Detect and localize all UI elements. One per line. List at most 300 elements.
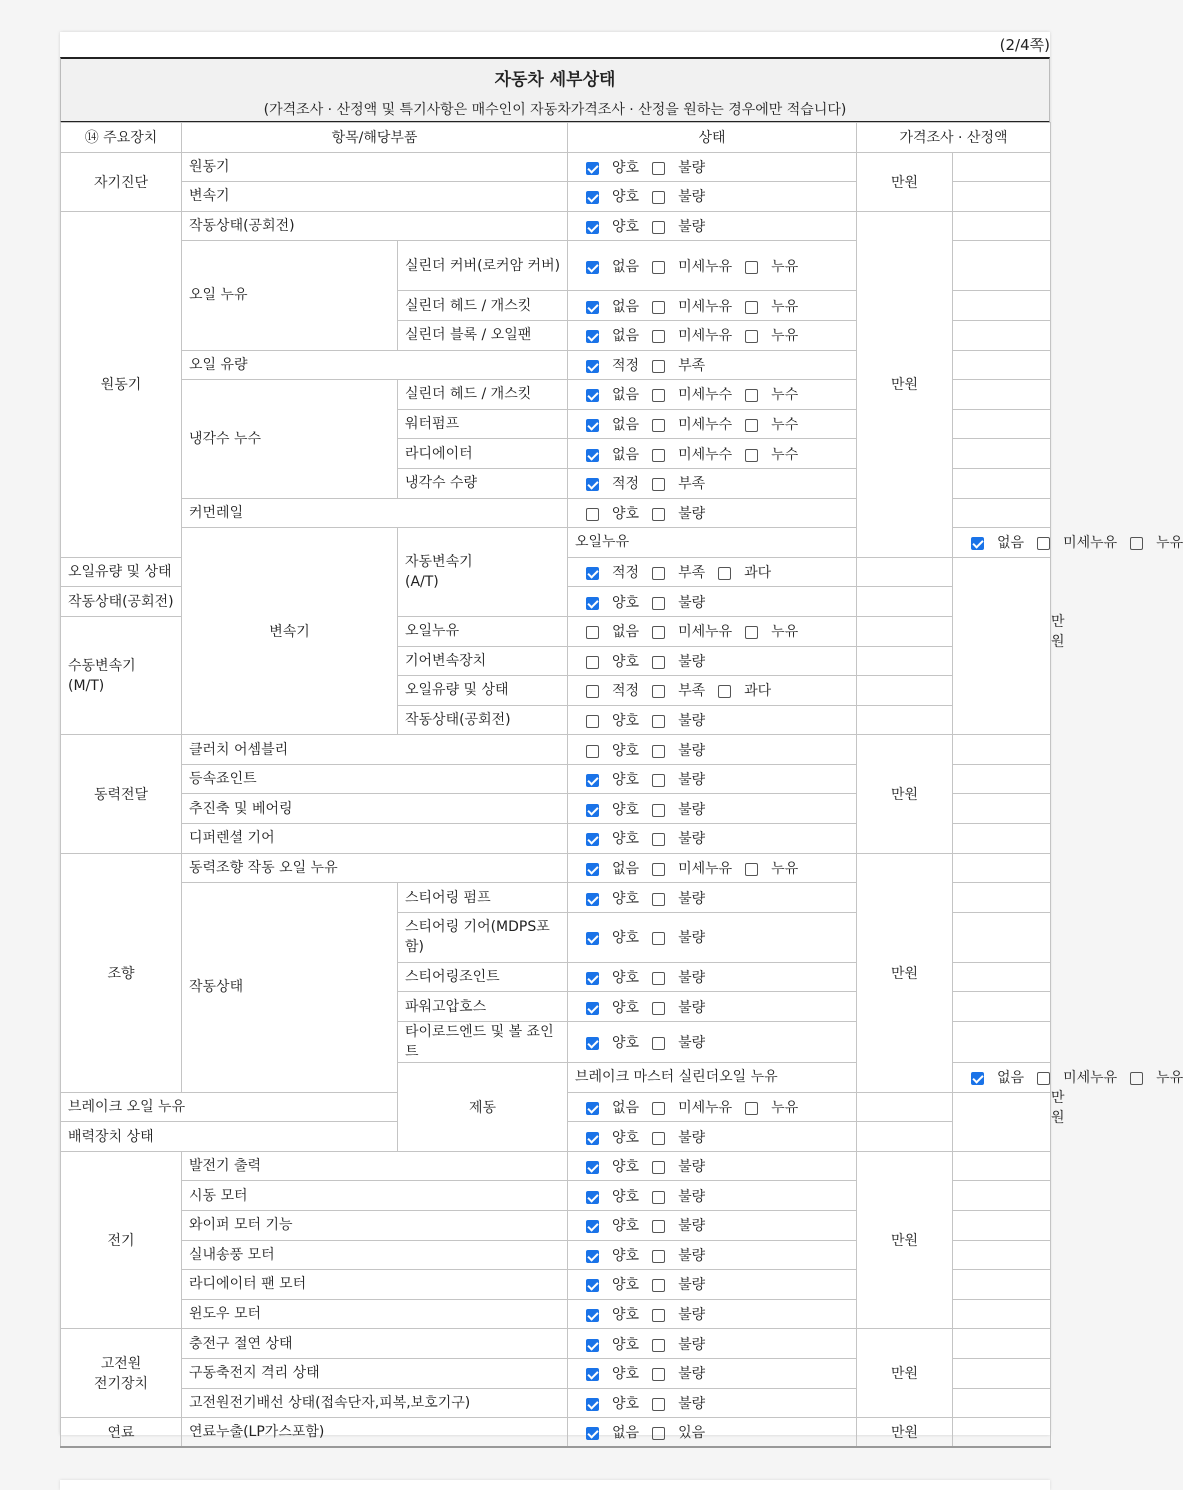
status-options — [568, 1329, 857, 1359]
status-option-label: 불량 — [678, 890, 706, 907]
item-label: 기어변속장치 — [398, 646, 568, 676]
status-option-label: 불량 — [678, 594, 706, 611]
item-label: 원동기 — [182, 152, 568, 182]
status-checkbox[interactable] — [586, 685, 599, 698]
status-checkbox[interactable] — [652, 1037, 665, 1050]
item-label: 배력장치 상태 — [61, 1122, 398, 1152]
status-checkbox[interactable] — [586, 1309, 599, 1322]
price-input[interactable] — [953, 735, 1051, 765]
item-label: 충전구 절연 상태 — [182, 1329, 568, 1359]
status-option-label: 불량 — [678, 930, 706, 947]
price-input[interactable] — [953, 824, 1051, 854]
status-option-label: 불량 — [678, 712, 706, 729]
price-input[interactable] — [953, 439, 1051, 469]
status-options — [568, 735, 857, 765]
status-checkbox[interactable] — [586, 1191, 599, 1204]
status-option-label: 양호 — [612, 801, 640, 818]
title-box — [60, 57, 1050, 123]
status-option-label: 불량 — [678, 219, 706, 236]
status-checkbox[interactable] — [718, 685, 731, 698]
status-option-label: 양호 — [612, 999, 640, 1016]
price-input[interactable] — [953, 883, 1051, 913]
status-option-label: 부족 — [678, 565, 706, 582]
status-option-label: 미세누유 — [678, 860, 733, 877]
status-checkbox[interactable] — [586, 715, 599, 728]
item-label: 브레이크 마스터 실린더오일 누유 — [568, 1063, 953, 1093]
status-option-label: 누유 — [771, 328, 799, 345]
status-option-label: 없음 — [612, 624, 640, 641]
item-label: 파워고압호스 — [398, 992, 568, 1022]
status-option-label: 불량 — [678, 189, 706, 206]
item-label: 오일유량 및 상태 — [61, 557, 182, 587]
price-input[interactable] — [857, 1122, 953, 1152]
status-option-label: 불량 — [678, 505, 706, 522]
item-label: 오일누유 — [568, 528, 857, 558]
status-checkbox[interactable] — [652, 656, 665, 669]
item-label: 냉각수 수량 — [398, 468, 568, 498]
item-label: 추진축 및 베어링 — [182, 794, 568, 824]
status-option-label: 부족 — [678, 357, 706, 374]
item-label: 라디에이터 — [398, 439, 568, 469]
status-options — [568, 241, 857, 291]
status-option-label: 부족 — [678, 683, 706, 700]
header-status: 상태 — [568, 123, 857, 153]
status-option-label: 양호 — [612, 970, 640, 987]
price-input[interactable] — [857, 676, 953, 706]
status-checkbox[interactable] — [652, 221, 665, 234]
status-checkbox[interactable] — [652, 863, 665, 876]
status-checkbox[interactable] — [652, 1002, 665, 1015]
status-checkbox[interactable] — [652, 191, 665, 204]
status-checkbox[interactable] — [652, 1398, 665, 1411]
price-unit: 만원 — [857, 1151, 953, 1329]
status-checkbox[interactable] — [586, 972, 599, 985]
item-label: 실린더 헤드 / 개스킷 — [398, 291, 568, 321]
status-option-label: 누유 — [771, 860, 799, 877]
status-options — [568, 1122, 857, 1152]
status-checkbox[interactable] — [652, 1339, 665, 1352]
status-checkbox[interactable] — [1037, 1072, 1050, 1085]
status-option-label: 불량 — [678, 1277, 706, 1294]
status-checkbox[interactable] — [745, 1102, 758, 1115]
price-unit: 만원 — [857, 1418, 953, 1448]
status-checkbox[interactable] — [652, 932, 665, 945]
status-option-label: 양호 — [612, 653, 640, 670]
price-input[interactable] — [953, 764, 1051, 794]
status-options — [568, 824, 857, 854]
status-option-label: 양호 — [612, 1218, 640, 1235]
price-input[interactable] — [857, 646, 953, 676]
status-checkbox[interactable] — [586, 1220, 599, 1233]
status-options — [568, 1358, 857, 1388]
status-option-label: 불량 — [678, 1307, 706, 1324]
status-option-label: 적정 — [612, 683, 640, 700]
status-option-label: 누수 — [771, 417, 799, 434]
category-cell: 변속기 — [182, 528, 398, 735]
price-input[interactable] — [953, 350, 1051, 380]
subgroup-cell: 수동변속기 (M/T) — [61, 616, 182, 734]
item-label: 작동상태(공회전) — [398, 705, 568, 735]
price-input[interactable] — [953, 152, 1051, 182]
item-label: 디퍼렌셜 기어 — [182, 824, 568, 854]
status-checkbox[interactable] — [652, 1279, 665, 1292]
status-checkbox[interactable] — [1130, 537, 1143, 550]
status-option-label: 양호 — [612, 159, 640, 176]
status-option-label: 있음 — [678, 1425, 706, 1442]
status-options — [568, 152, 857, 182]
price-input[interactable] — [857, 1092, 953, 1122]
item-label: 동력조향 작동 오일 누유 — [182, 853, 568, 883]
category-cell: 제동 — [398, 1063, 568, 1152]
status-options — [568, 883, 857, 913]
status-checkbox[interactable] — [586, 1368, 599, 1381]
item-label: 시동 모터 — [182, 1181, 568, 1211]
status-checkbox[interactable] — [586, 389, 599, 402]
status-option-label: 과다 — [744, 683, 772, 700]
status-checkbox[interactable] — [586, 419, 599, 432]
status-options — [568, 616, 857, 646]
status-checkbox[interactable] — [586, 1427, 599, 1440]
status-checkbox[interactable] — [745, 261, 758, 274]
item-label: 오일누유 — [398, 616, 568, 646]
status-option-label: 미세누유 — [1063, 535, 1118, 552]
status-option-label: 없음 — [612, 387, 640, 404]
status-checkbox[interactable] — [586, 478, 599, 491]
status-checkbox[interactable] — [586, 745, 599, 758]
header-item: 항목/해당부품 — [182, 123, 568, 153]
price-input[interactable] — [953, 380, 1051, 410]
item-label: 와이퍼 모터 기능 — [182, 1211, 568, 1241]
item-label: 변속기 — [182, 182, 568, 212]
status-options — [568, 992, 857, 1022]
status-checkbox[interactable] — [652, 1309, 665, 1322]
item-label: 실린더 블록 / 오일팬 — [398, 320, 568, 350]
status-checkbox[interactable] — [652, 301, 665, 314]
status-checkbox[interactable] — [745, 863, 758, 876]
subgroup-cell: 작동상태 — [182, 883, 398, 1092]
status-checkbox[interactable] — [1037, 537, 1050, 550]
item-label: 타이로드엔드 및 볼 죠인트 — [398, 1022, 568, 1063]
status-checkbox[interactable] — [652, 508, 665, 521]
status-options — [568, 646, 857, 676]
status-checkbox[interactable] — [586, 626, 599, 639]
item-label: 실내송풍 모터 — [182, 1240, 568, 1270]
status-checkbox[interactable] — [586, 330, 599, 343]
status-option-label: 미세누수 — [678, 446, 733, 463]
status-checkbox[interactable] — [652, 685, 665, 698]
status-checkbox[interactable] — [652, 261, 665, 274]
status-option-label: 양호 — [612, 594, 640, 611]
status-option-label: 누유 — [1156, 535, 1183, 552]
status-options — [568, 912, 857, 962]
status-checkbox[interactable] — [652, 1220, 665, 1233]
status-checkbox[interactable] — [652, 389, 665, 402]
status-checkbox[interactable] — [652, 1132, 665, 1145]
status-option-label: 양호 — [612, 1336, 640, 1353]
price-input[interactable] — [857, 705, 953, 735]
price-unit: 만원 — [857, 211, 953, 557]
inspection-table: ⑭ 주요장치 항목/해당부품 상태 가격조사 · 산정액 자기진단 원동기 양호 불량 만원 변속기 양호 불량 원동기 작동상태(공회전) 양호 불량 만원 오일 누유 실린더 커버(로커암 커버) 없음 미세누유 누유 실린더 헤드 / 개스킷 없음 미세누유 누유 실린더 블록 / 오일팬 없음 미세누유 누유 오일 유량 적정 부족 냉각수 누수 실린더 헤드 / 개스킷 없음 미세누수 누수 워터펌프 없음 미세누수 누수 라디에이터 없음 미세누수 누수 냉각수 수량 적정 부족 커먼레일 양호 불량 변속기 자동변속기 (A/T) 오일누유 없음 미세누유 누유 만원 오일유량 및 상태 적정 부족 과다 작동상태(공회전) 양호 불량 수동변속기 (M/T) 오일누유 없음 미세누유 누유 기어변속장치 양호 불량 오일유량 및 상태 적정 부족 과다 작동상태(공회전) 양호 불량 동력전달 클러치 어셈블리 양호 불량 만원 등속죠인트 양호 불량 추진축 및 베어링 양호 불량 디퍼렌셜 기어 양호 불량 조향 동력조향 작동 오일 누유 없음 미세누유 누유 만원 작동상태 스티어링 펌프 양호 불량 스티어링 기어(MDPS포함) 양호 불량 스티어링조인트 양호 불량 파워고압호스 양호 불량 타이로드엔드 및 볼 죠인트 양호 불량 제동 브레이크 마스터 실린더오일 누유 없음 미세누유 누유 만원 브레이크 오일 누유 없음 미세누유 누유 배력장치 상태 양호 불량 전기 발전기 출력 양호 불량 만원 시동 모터 양호 불량 와이퍼 모터 기능 양호 불량 실내송풍 모터 양호 불량 라디에이터 팬 모터 양호 불량 윈도우 모터 양호 불량 고전원 전기장치 충전구 절연 상태 양호 불량 만원 구동축전지 격리 상태 양호 불량 고전원전기배선 상태(접속단자,피복,보호기구) 양호 불량 연료 연료누출(LP가스포함) 없음 있음 만원 — [60, 122, 1051, 1448]
status-checkbox[interactable] — [971, 537, 984, 550]
status-option-label: 없음 — [612, 1099, 640, 1116]
status-options — [568, 1092, 857, 1122]
document-title: 자동차 세부상태 — [494, 70, 616, 90]
price-input[interactable] — [953, 794, 1051, 824]
status-option-label: 불량 — [678, 1159, 706, 1176]
status-option-label: 불량 — [678, 1188, 706, 1205]
status-option-label: 양호 — [612, 742, 640, 759]
status-checkbox[interactable] — [586, 508, 599, 521]
status-checkbox[interactable] — [586, 1037, 599, 1050]
status-option-label: 적정 — [612, 357, 640, 374]
price-input[interactable] — [953, 182, 1051, 212]
status-checkbox[interactable] — [586, 162, 599, 175]
status-checkbox[interactable] — [652, 162, 665, 175]
price-input[interactable] — [953, 1022, 1051, 1063]
status-option-label: 불량 — [678, 801, 706, 818]
status-checkbox[interactable] — [745, 626, 758, 639]
status-option-label: 적정 — [612, 565, 640, 582]
status-checkbox[interactable] — [586, 1002, 599, 1015]
status-option-label: 불량 — [678, 1218, 706, 1235]
status-checkbox[interactable] — [586, 833, 599, 846]
status-option-label: 양호 — [612, 1395, 640, 1412]
status-checkbox[interactable] — [586, 449, 599, 462]
status-checkbox[interactable] — [745, 330, 758, 343]
price-input[interactable] — [953, 1329, 1051, 1359]
item-label: 고전원전기배선 상태(접속단자,피복,보호기구) — [182, 1388, 568, 1418]
status-checkbox[interactable] — [652, 360, 665, 373]
subgroup-cell: 냉각수 누수 — [182, 380, 398, 498]
price-input[interactable] — [953, 1270, 1051, 1300]
category-cell: 원동기 — [61, 211, 182, 557]
status-checkbox[interactable] — [586, 804, 599, 817]
status-option-label: 양호 — [612, 930, 640, 947]
status-checkbox[interactable] — [745, 419, 758, 432]
status-options — [568, 350, 857, 380]
status-option-label: 양호 — [612, 772, 640, 789]
status-checkbox[interactable] — [652, 567, 665, 580]
status-checkbox[interactable] — [652, 478, 665, 491]
item-label: 오일유량 및 상태 — [398, 676, 568, 706]
item-label: 작동상태(공회전) — [61, 587, 182, 617]
category-cell: 자기진단 — [61, 152, 182, 211]
price-input[interactable] — [953, 241, 1051, 291]
status-checkbox[interactable] — [652, 330, 665, 343]
status-checkbox[interactable] — [652, 893, 665, 906]
price-input[interactable] — [953, 409, 1051, 439]
status-options — [568, 468, 857, 498]
price-input[interactable] — [953, 962, 1051, 992]
price-input[interactable] — [953, 498, 1051, 528]
status-options — [568, 291, 857, 321]
status-option-label: 없음 — [612, 298, 640, 315]
status-checkbox[interactable] — [586, 1279, 599, 1292]
status-checkbox[interactable] — [745, 389, 758, 402]
status-option-label: 미세누유 — [1063, 1070, 1118, 1087]
status-checkbox[interactable] — [586, 1132, 599, 1145]
status-checkbox[interactable] — [652, 1161, 665, 1174]
price-input[interactable] — [953, 1299, 1051, 1329]
status-option-label: 양호 — [612, 219, 640, 236]
status-checkbox[interactable] — [586, 1339, 599, 1352]
status-checkbox[interactable] — [586, 567, 599, 580]
status-checkbox[interactable] — [586, 932, 599, 945]
status-option-label: 양호 — [612, 1129, 640, 1146]
price-input[interactable] — [857, 587, 953, 617]
status-options — [568, 557, 857, 587]
status-options — [568, 211, 857, 241]
status-checkbox[interactable] — [652, 597, 665, 610]
status-options — [568, 587, 857, 617]
status-option-label: 누유 — [771, 258, 799, 275]
status-option-label: 불량 — [678, 1366, 706, 1383]
price-unit: 만원 — [857, 735, 953, 853]
status-checkbox[interactable] — [652, 1368, 665, 1381]
status-options — [568, 439, 857, 469]
status-checkbox[interactable] — [652, 833, 665, 846]
status-options — [568, 962, 857, 992]
status-checkbox[interactable] — [586, 221, 599, 234]
price-unit: 만원 — [857, 152, 953, 211]
price-input[interactable] — [953, 1151, 1051, 1181]
status-options — [568, 1388, 857, 1418]
status-checkbox[interactable] — [652, 804, 665, 817]
status-checkbox[interactable] — [652, 1191, 665, 1204]
status-options — [568, 498, 857, 528]
price-input[interactable] — [953, 1358, 1051, 1388]
item-label: 스티어링 펌프 — [398, 883, 568, 913]
price-input[interactable] — [953, 468, 1051, 498]
price-input[interactable] — [953, 320, 1051, 350]
item-label: 오일 유량 — [182, 350, 568, 380]
status-option-label: 미세누수 — [678, 417, 733, 434]
status-checkbox[interactable] — [652, 1427, 665, 1440]
status-checkbox[interactable] — [652, 626, 665, 639]
next-page-edge — [60, 1480, 1050, 1490]
status-option-label: 양호 — [612, 831, 640, 848]
price-input[interactable] — [953, 992, 1051, 1022]
price-input[interactable] — [953, 1211, 1051, 1241]
status-option-label: 부족 — [678, 476, 706, 493]
status-option-label: 누유 — [771, 624, 799, 641]
status-checkbox[interactable] — [652, 774, 665, 787]
status-checkbox[interactable] — [652, 1250, 665, 1263]
item-label: 라디에이터 팬 모터 — [182, 1270, 568, 1300]
status-checkbox[interactable] — [1130, 1072, 1143, 1085]
status-checkbox[interactable] — [652, 972, 665, 985]
status-option-label: 양호 — [612, 1159, 640, 1176]
header-price: 가격조사 · 산정액 — [857, 123, 1051, 153]
status-option-label: 누유 — [771, 1099, 799, 1116]
price-input[interactable] — [953, 1388, 1051, 1418]
status-checkbox[interactable] — [586, 261, 599, 274]
status-checkbox[interactable] — [652, 715, 665, 728]
status-option-label: 불량 — [678, 1395, 706, 1412]
status-option-label: 불량 — [678, 999, 706, 1016]
price-input[interactable] — [857, 616, 953, 646]
status-checkbox[interactable] — [586, 301, 599, 314]
subgroup-cell: 오일 누유 — [182, 241, 398, 350]
price-input[interactable] — [953, 853, 1051, 883]
status-options — [568, 409, 857, 439]
status-options — [568, 380, 857, 410]
price-unit: 만원 — [857, 853, 953, 1092]
status-checkbox[interactable] — [586, 1250, 599, 1263]
status-options — [953, 528, 1183, 558]
status-checkbox[interactable] — [586, 1102, 599, 1115]
status-checkbox[interactable] — [652, 419, 665, 432]
item-label: 발전기 출력 — [182, 1151, 568, 1181]
status-checkbox[interactable] — [652, 1102, 665, 1115]
status-checkbox[interactable] — [586, 1161, 599, 1174]
category-cell: 조향 — [61, 853, 182, 1092]
status-checkbox[interactable] — [971, 1072, 984, 1085]
status-checkbox[interactable] — [586, 1398, 599, 1411]
status-checkbox[interactable] — [652, 745, 665, 758]
status-options — [568, 705, 857, 735]
status-checkbox[interactable] — [586, 656, 599, 669]
status-option-label: 미세누수 — [678, 387, 733, 404]
status-option-label: 불량 — [678, 970, 706, 987]
status-options — [568, 764, 857, 794]
status-checkbox[interactable] — [745, 449, 758, 462]
item-label: 연료누출(LP가스포함) — [182, 1418, 568, 1448]
status-option-label: 불량 — [678, 1336, 706, 1353]
document-page — [60, 32, 1183, 1442]
status-option-label: 없음 — [612, 1425, 640, 1442]
status-options — [568, 1181, 857, 1211]
price-input[interactable] — [953, 912, 1051, 962]
item-label: 윈도우 모터 — [182, 1299, 568, 1329]
item-label: 구동축전지 격리 상태 — [182, 1358, 568, 1388]
price-input[interactable] — [953, 1418, 1051, 1448]
subgroup-cell: 자동변속기 (A/T) — [398, 528, 568, 617]
status-option-label: 적정 — [612, 476, 640, 493]
status-option-label: 없음 — [612, 860, 640, 877]
status-option-label: 누유 — [1156, 1070, 1183, 1087]
status-checkbox[interactable] — [586, 191, 599, 204]
status-checkbox[interactable] — [586, 360, 599, 373]
status-options — [568, 794, 857, 824]
status-option-label: 미세누유 — [678, 1099, 733, 1116]
status-option-label: 미세누유 — [678, 624, 733, 641]
price-input[interactable] — [953, 1181, 1051, 1211]
item-label: 스티어링조인트 — [398, 962, 568, 992]
status-option-label: 양호 — [612, 189, 640, 206]
category-cell: 동력전달 — [61, 735, 182, 853]
status-checkbox[interactable] — [652, 449, 665, 462]
status-option-label: 없음 — [612, 328, 640, 345]
price-input[interactable] — [953, 291, 1051, 321]
status-checkbox[interactable] — [586, 893, 599, 906]
status-option-label: 과다 — [744, 565, 772, 582]
item-label: 실린더 헤드 / 개스킷 — [398, 380, 568, 410]
price-input[interactable] — [953, 211, 1051, 241]
status-checkbox[interactable] — [745, 301, 758, 314]
item-label: 클러치 어셈블리 — [182, 735, 568, 765]
price-input[interactable] — [953, 1240, 1051, 1270]
status-checkbox[interactable] — [718, 567, 731, 580]
price-input[interactable] — [857, 557, 953, 587]
status-option-label: 없음 — [612, 258, 640, 275]
status-checkbox[interactable] — [586, 863, 599, 876]
status-checkbox[interactable] — [586, 597, 599, 610]
status-option-label: 없음 — [997, 1070, 1025, 1087]
status-options — [568, 1270, 857, 1300]
status-checkbox[interactable] — [586, 774, 599, 787]
status-option-label: 불량 — [678, 1035, 706, 1052]
